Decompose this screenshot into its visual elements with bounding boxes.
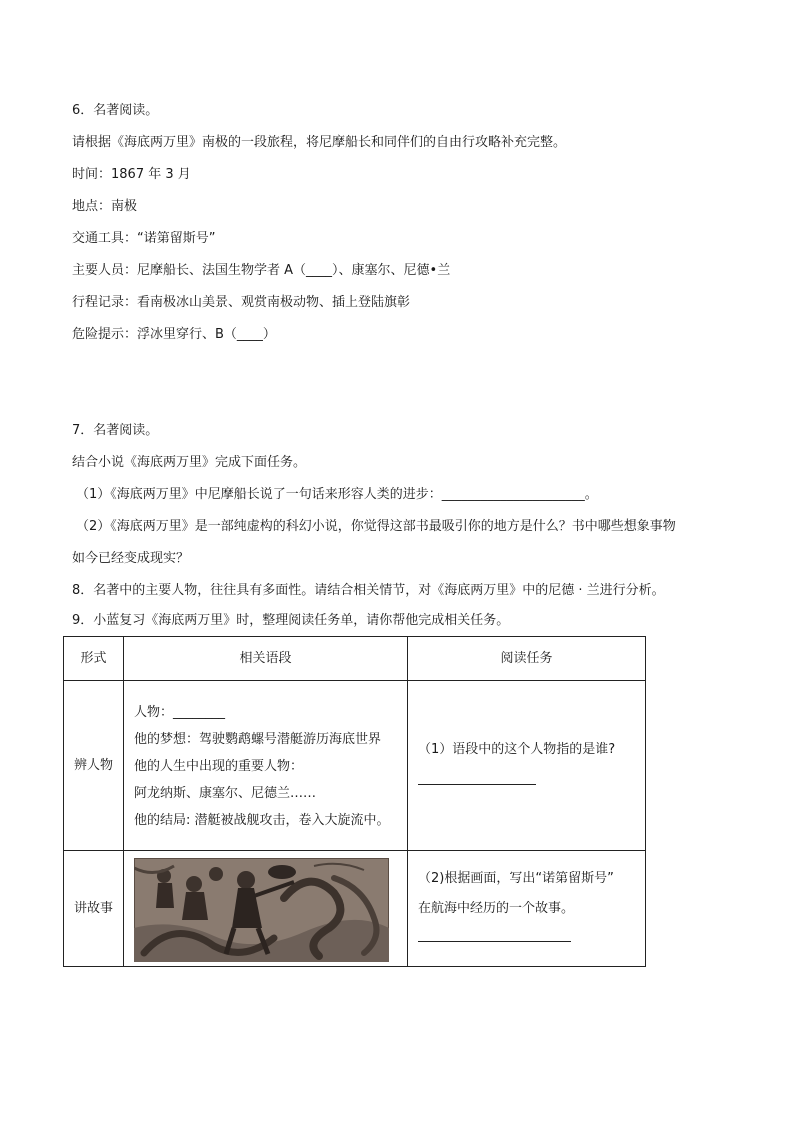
row1-passage [124,681,408,851]
row1-line-names: 阿龙纳斯、康塞尔、尼德兰…… [134,786,317,801]
header-task: 阅读任务 [408,637,646,681]
q8-text: 8．名著中的主要人物，往往具有多面性。请结合相关情节，对《海底两万里》中的尼德 · 兰进行分析。 [72,583,665,598]
q6-itinerary: 行程记录：看南极冰山美景、观赏南极动物、插上登陆旗彰 [72,295,411,310]
q7-item1: （1）《海底两万里》中尼摩船长说了一句话来形容人类的进步：______________________。 [76,487,598,502]
q7-item2-line1: （2）《海底两万里》是一部纯虚构的科幻小说，你觉得这部书最吸引你的地方是什么？书中哪些想象事物 [76,519,676,534]
q7-prompt: 结合小说《海底两万里》完成下面任务。 [72,455,307,470]
header-form: 形式 [64,637,124,681]
row2-task-line2: 在航海中经历的一个故事。 [418,900,575,916]
row1-answer-line[interactable] [418,773,645,791]
row2-task-line1: （2)根据画面，写出“诺第留斯号” [418,870,614,886]
q6-time: 时间：1867 年 3 月 [72,167,191,182]
row2-illustration-cell [124,851,408,967]
q6-place: 地点：南极 [72,199,138,214]
q6-prompt: 请根据《海底两万里》南极的一段旅程，将尼摩船长和同伴们的自由行攻略补充完整。 [72,135,567,150]
q9-text: 9．小蓝复习《海底两万里》时，整理阅读任务单，请你帮他完成相关任务。 [72,613,510,628]
table-row-story [64,851,646,967]
row2-answer-line[interactable] [418,930,645,948]
q7-item2-line2: 如今已经变成现实？ [72,551,190,566]
q6-people: 主要人员：尼摩船长、法国生物学者 A（____）、康塞尔、尼德•兰 [72,263,451,278]
row1-task [408,681,646,851]
row1-form: 辨人物 [64,681,124,851]
row1-line-dream: 他的梦想：驾驶鹦鹉螺号潜艇游历海底世界 [134,732,382,747]
row1-line-important: 他的人生中出现的重要人物： [134,759,304,774]
row2-form: 讲故事 [64,851,124,967]
row2-task [408,851,646,967]
row1-line-ending: 他的结局: 潜艇被战舰攻击，卷入大旋流中。 [134,813,390,828]
header-passage: 相关语段 [124,637,408,681]
table-header-row [64,637,646,681]
q6-title: 6．名著阅读。 [72,103,159,118]
row1-task-question: （1）语段中的这个人物指的是谁? [418,741,616,757]
q6-vehicle: 交通工具：“诺第留斯号” [72,231,216,246]
table-row-identify [64,681,646,851]
q7-title: 7．名著阅读。 [72,423,159,438]
sea-monster-illustration [134,858,389,962]
q6-danger: 危险提示：浮冰里穿行、B（____） [72,327,276,342]
reading-task-table [63,636,646,967]
row1-line-person: 人物：________ [134,705,226,720]
